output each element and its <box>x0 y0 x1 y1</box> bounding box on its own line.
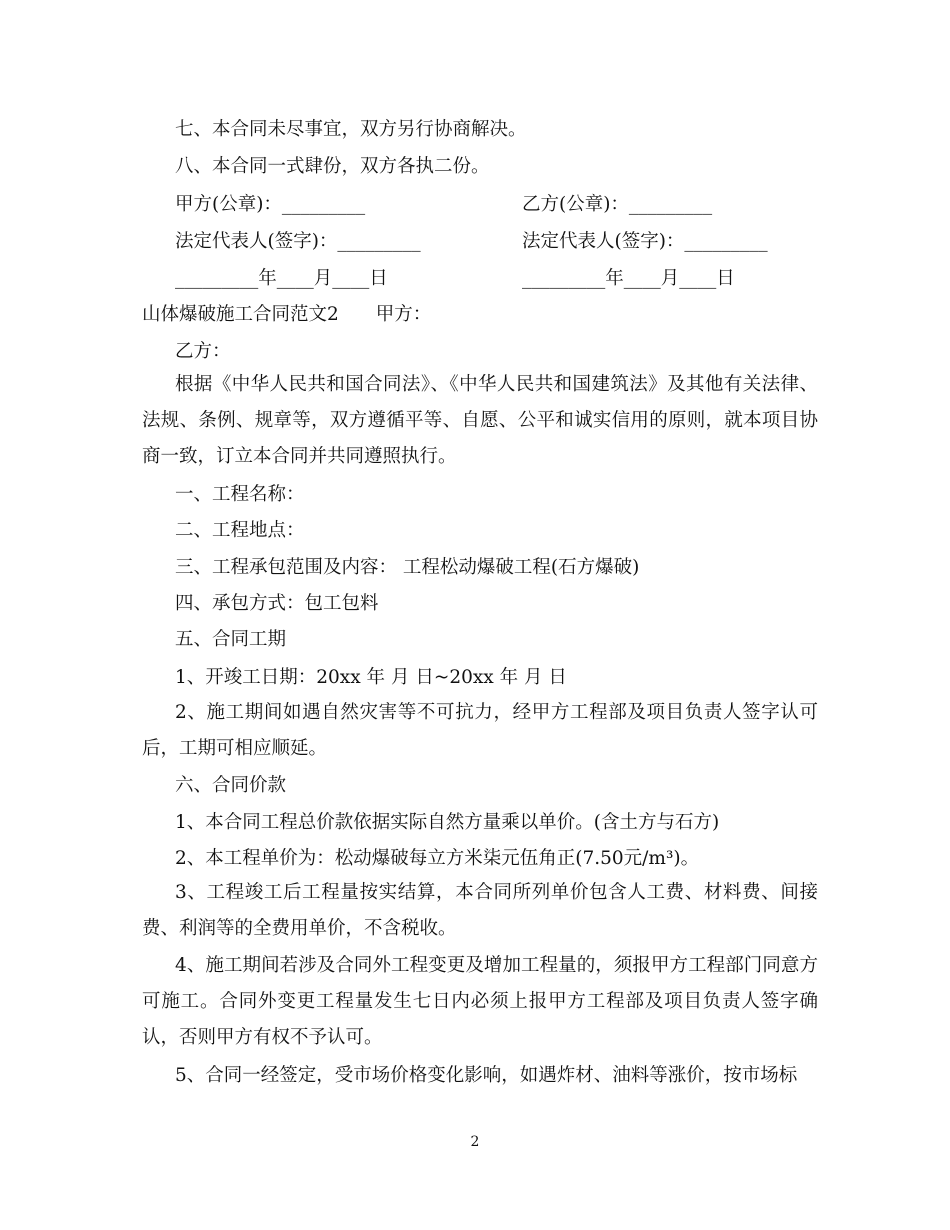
item-6: 六、合同价款 <box>175 775 287 796</box>
item-5-1: 1、开竣工日期：20xx 年 月 日~20xx 年 月 日 <box>175 667 567 688</box>
page-number: 2 <box>470 1134 480 1150</box>
item-1: 一、工程名称： <box>175 484 305 505</box>
intro-paragraph: 根据《中华人民共和国合同法》、《中华人民共和国建筑法》及其他有关法律、法规、条例、规章等，双方遵循平等、自愿、公平和诚实信用的原则，就本项目协商一致，订立本合同并共同遵照执行。 <box>142 374 818 467</box>
item-6-2: 2、本工程单价为：松动爆破每立方米柒元伍角正(7.50元/m³)。 <box>175 848 700 869</box>
item-5: 五、合同工期 <box>175 629 287 650</box>
party-b-representative: 法定代表人(签字)：_________ <box>522 231 768 252</box>
party-b-label: 乙方： <box>175 341 231 362</box>
item-4: 四、承包方式：包工包料 <box>175 593 379 614</box>
item-6-5: 5、合同一经签定，受市场价格变化影响，如遇炸材、油料等涨价，按市场标 <box>175 1065 798 1086</box>
party-b-seal: 乙方(公章)：_________ <box>522 194 713 215</box>
section-title-2: 山体爆破施工合同范文2 甲方： <box>142 304 432 325</box>
party-b-date: _________年____月____日 <box>522 268 735 289</box>
clause-8: 八、本合同一式肆份，双方各执二份。 <box>175 156 490 177</box>
clause-7: 七、本合同未尽事宜，双方另行协商解决。 <box>175 119 527 140</box>
party-a-seal: 甲方(公章)：_________ <box>175 194 366 215</box>
item-6-4: 4、施工期间若涉及合同外工程变更及增加工程量的，须报甲方工程部门同意方可施工。合同外变更工程量发生七日内必须上报甲方工程部及项目负责人签字确认，否则甲方有权不予认可。 <box>142 955 818 1048</box>
item-3: 三、工程承包范围及内容： 工程松动爆破工程(石方爆破) <box>175 557 640 578</box>
item-2: 二、工程地点： <box>175 520 305 541</box>
item-6-1: 1、本合同工程总价款依据实际自然方量乘以单价。(含土方与石方) <box>175 812 720 833</box>
item-5-2: 2、施工期间如遇自然灾害等不可抗力，经甲方工程部及项目负责人签字认可后，工期可相应顺延。 <box>142 702 818 759</box>
party-a-date: _________年____月____日 <box>175 268 388 289</box>
party-a-representative: 法定代表人(签字)：_________ <box>175 231 421 252</box>
item-6-3: 3、工程竣工后工程量按实结算，本合同所列单价包含人工费、材料费、间接费、利润等的全费用单价，不含税收。 <box>142 882 818 939</box>
